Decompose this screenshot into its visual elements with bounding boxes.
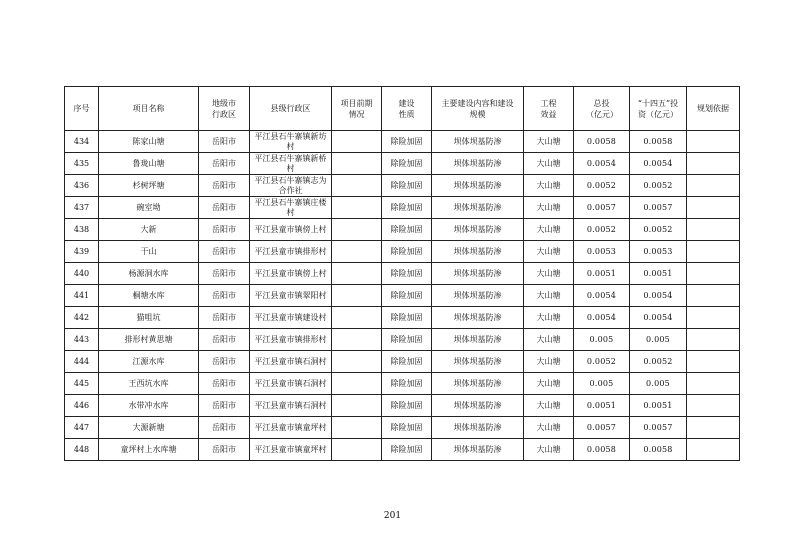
table-row	[65, 307, 740, 329]
table-row	[65, 417, 740, 439]
cell-nature: 除险加固	[382, 131, 432, 153]
cell-basis	[687, 329, 740, 351]
page-number: 201	[383, 511, 402, 521]
table-row	[65, 197, 740, 219]
cell-city: 岳阳市	[199, 219, 250, 241]
cell-project-name: 江源水库	[99, 351, 199, 373]
cell-nature: 除险加固	[382, 351, 432, 373]
cell-basis	[687, 197, 740, 219]
cell-city: 岳阳市	[199, 439, 250, 461]
cell-city: 岳阳市	[199, 131, 250, 153]
header-cell: 项目前期情况	[332, 87, 382, 131]
cell-content: 坝体坝基防渗	[432, 307, 524, 329]
cell-preliminary	[332, 285, 382, 307]
header-cell: 地级市行政区	[199, 87, 250, 131]
cell-project-name: 桐塘水库	[99, 285, 199, 307]
cell-project-name: 杨源洞水库	[99, 263, 199, 285]
header-cell: 县级行政区	[250, 87, 332, 131]
cell-total-investment: 0.0058	[574, 131, 630, 153]
cell-fyp-investment: 0.0051	[630, 395, 687, 417]
cell-total-investment: 0.005	[574, 329, 630, 351]
cell-county: 平江县石牛寨镇新桥村	[250, 153, 332, 175]
cell-total-investment: 0.0058	[574, 439, 630, 461]
table-row	[65, 241, 740, 263]
cell-county: 平江县童市镇童坪村	[250, 417, 332, 439]
cell-benefit: 大山塘	[524, 263, 574, 285]
table-row	[65, 131, 740, 153]
cell-nature: 除险加固	[382, 285, 432, 307]
cell-serial: 441	[65, 285, 99, 307]
cell-total-investment: 0.0057	[574, 197, 630, 219]
cell-city: 岳阳市	[199, 263, 250, 285]
cell-preliminary	[332, 417, 382, 439]
cell-total-investment: 0.0054	[574, 307, 630, 329]
cell-preliminary	[332, 241, 382, 263]
table-row	[65, 219, 740, 241]
cell-total-investment: 0.0052	[574, 175, 630, 197]
cell-serial: 446	[65, 395, 99, 417]
table-row	[65, 351, 740, 373]
cell-benefit: 大山塘	[524, 351, 574, 373]
cell-total-investment: 0.0054	[574, 153, 630, 175]
cell-county: 平江县童市镇童坪村	[250, 439, 332, 461]
cell-preliminary	[332, 263, 382, 285]
cell-content: 坝体坝基防渗	[432, 153, 524, 175]
table-row	[65, 153, 740, 175]
table-row	[65, 439, 740, 461]
cell-city: 岳阳市	[199, 197, 250, 219]
cell-nature: 除险加固	[382, 307, 432, 329]
cell-benefit: 大山塘	[524, 219, 574, 241]
header-cell: 序号	[65, 87, 99, 131]
cell-benefit: 大山塘	[524, 329, 574, 351]
cell-content: 坝体坝基防渗	[432, 439, 524, 461]
cell-fyp-investment: 0.0058	[630, 131, 687, 153]
cell-serial: 448	[65, 439, 99, 461]
cell-city: 岳阳市	[199, 417, 250, 439]
cell-serial: 438	[65, 219, 99, 241]
cell-city: 岳阳市	[199, 373, 250, 395]
cell-benefit: 大山塘	[524, 395, 574, 417]
cell-city: 岳阳市	[199, 307, 250, 329]
cell-basis	[687, 395, 740, 417]
cell-project-name: 王西坑水库	[99, 373, 199, 395]
cell-nature: 除险加固	[382, 329, 432, 351]
cell-city: 岳阳市	[199, 285, 250, 307]
cell-fyp-investment: 0.0054	[630, 285, 687, 307]
project-table	[64, 86, 740, 461]
cell-city: 岳阳市	[199, 241, 250, 263]
cell-nature: 除险加固	[382, 175, 432, 197]
table-header-row	[65, 87, 740, 131]
cell-content: 坝体坝基防渗	[432, 395, 524, 417]
cell-city: 岳阳市	[199, 153, 250, 175]
cell-fyp-investment: 0.0051	[630, 263, 687, 285]
cell-benefit: 大山塘	[524, 307, 574, 329]
cell-county: 平江县童市镇建设村	[250, 307, 332, 329]
header-cell: 工程效益	[524, 87, 574, 131]
cell-preliminary	[332, 153, 382, 175]
cell-nature: 除险加固	[382, 417, 432, 439]
cell-basis	[687, 153, 740, 175]
header-cell: 总投（亿元）	[574, 87, 630, 131]
cell-basis	[687, 307, 740, 329]
cell-serial: 443	[65, 329, 99, 351]
cell-fyp-investment: 0.0052	[630, 219, 687, 241]
cell-nature: 除险加固	[382, 241, 432, 263]
cell-content: 坝体坝基防渗	[432, 351, 524, 373]
cell-serial: 435	[65, 153, 99, 175]
cell-total-investment: 0.0054	[574, 285, 630, 307]
cell-project-name: 水带冲水库	[99, 395, 199, 417]
cell-project-name: 杉树坪塘	[99, 175, 199, 197]
cell-city: 岳阳市	[199, 175, 250, 197]
cell-project-name: 陈家山塘	[99, 131, 199, 153]
cell-content: 坝体坝基防渗	[432, 241, 524, 263]
cell-basis	[687, 175, 740, 197]
cell-total-investment: 0.005	[574, 373, 630, 395]
cell-basis	[687, 373, 740, 395]
table-row	[65, 285, 740, 307]
table-body	[65, 131, 740, 461]
cell-content: 坝体坝基防渗	[432, 263, 524, 285]
header-cell: 主要建设内容和建设规模	[432, 87, 524, 131]
cell-county: 平江县童市镇石洞村	[250, 395, 332, 417]
cell-fyp-investment: 0.0053	[630, 241, 687, 263]
header-cell: 项目名称	[99, 87, 199, 131]
cell-basis	[687, 285, 740, 307]
cell-serial: 434	[65, 131, 99, 153]
cell-benefit: 大山塘	[524, 373, 574, 395]
cell-serial: 436	[65, 175, 99, 197]
cell-preliminary	[332, 395, 382, 417]
cell-fyp-investment: 0.005	[630, 373, 687, 395]
cell-serial: 439	[65, 241, 99, 263]
cell-project-name: 干山	[99, 241, 199, 263]
cell-county: 平江县童市镇翠阳村	[250, 285, 332, 307]
cell-city: 岳阳市	[199, 351, 250, 373]
cell-benefit: 大山塘	[524, 175, 574, 197]
cell-preliminary	[332, 197, 382, 219]
cell-fyp-investment: 0.0052	[630, 351, 687, 373]
cell-county: 平江县石牛寨镇志为合作社	[250, 175, 332, 197]
cell-county: 平江县童市镇傍上村	[250, 219, 332, 241]
header-cell: 规划依据	[687, 87, 740, 131]
cell-project-name: 排形村黄思塘	[99, 329, 199, 351]
cell-benefit: 大山塘	[524, 285, 574, 307]
cell-fyp-investment: 0.0054	[630, 153, 687, 175]
cell-fyp-investment: 0.0057	[630, 417, 687, 439]
cell-serial: 440	[65, 263, 99, 285]
cell-nature: 除险加固	[382, 439, 432, 461]
cell-county: 平江县童市镇排形村	[250, 241, 332, 263]
cell-project-name: 猫咀坑	[99, 307, 199, 329]
cell-county: 平江县石牛寨镇新坊村	[250, 131, 332, 153]
cell-benefit: 大山塘	[524, 153, 574, 175]
cell-basis	[687, 351, 740, 373]
cell-total-investment: 0.0051	[574, 395, 630, 417]
table-row	[65, 395, 740, 417]
cell-project-name: 鲁珑山塘	[99, 153, 199, 175]
cell-county: 平江县石牛寨镇庄楼村	[250, 197, 332, 219]
cell-nature: 除险加固	[382, 373, 432, 395]
cell-county: 平江县童市镇排形村	[250, 329, 332, 351]
cell-content: 坝体坝基防渗	[432, 373, 524, 395]
cell-nature: 除险加固	[382, 395, 432, 417]
cell-benefit: 大山塘	[524, 439, 574, 461]
cell-basis	[687, 219, 740, 241]
cell-content: 坝体坝基防渗	[432, 219, 524, 241]
cell-content: 坝体坝基防渗	[432, 175, 524, 197]
cell-fyp-investment: 0.005	[630, 329, 687, 351]
cell-project-name: 童坪村上水库塘	[99, 439, 199, 461]
cell-preliminary	[332, 351, 382, 373]
cell-fyp-investment: 0.0058	[630, 439, 687, 461]
cell-content: 坝体坝基防渗	[432, 329, 524, 351]
cell-serial: 447	[65, 417, 99, 439]
cell-nature: 除险加固	[382, 197, 432, 219]
cell-total-investment: 0.0051	[574, 263, 630, 285]
cell-project-name: 碗室坳	[99, 197, 199, 219]
table-row	[65, 329, 740, 351]
cell-content: 坝体坝基防渗	[432, 197, 524, 219]
cell-total-investment: 0.0053	[574, 241, 630, 263]
cell-county: 平江县童市镇石洞村	[250, 373, 332, 395]
cell-content: 坝体坝基防渗	[432, 131, 524, 153]
cell-city: 岳阳市	[199, 329, 250, 351]
table-row	[65, 175, 740, 197]
cell-preliminary	[332, 329, 382, 351]
cell-fyp-investment: 0.0054	[630, 307, 687, 329]
cell-county: 平江县童市镇傍上村	[250, 263, 332, 285]
cell-project-name: 大新	[99, 219, 199, 241]
header-cell: “十四五”投资（亿元）	[630, 87, 687, 131]
cell-basis	[687, 241, 740, 263]
cell-fyp-investment: 0.0057	[630, 197, 687, 219]
cell-serial: 442	[65, 307, 99, 329]
cell-serial: 445	[65, 373, 99, 395]
cell-benefit: 大山塘	[524, 131, 574, 153]
table-row	[65, 373, 740, 395]
table-row	[65, 263, 740, 285]
cell-nature: 除险加固	[382, 153, 432, 175]
cell-preliminary	[332, 439, 382, 461]
cell-serial: 437	[65, 197, 99, 219]
cell-basis	[687, 417, 740, 439]
cell-serial: 444	[65, 351, 99, 373]
cell-basis	[687, 439, 740, 461]
cell-total-investment: 0.0052	[574, 219, 630, 241]
cell-total-investment: 0.0057	[574, 417, 630, 439]
cell-preliminary	[332, 219, 382, 241]
header-cell: 建设性质	[382, 87, 432, 131]
cell-basis	[687, 263, 740, 285]
cell-benefit: 大山塘	[524, 241, 574, 263]
cell-city: 岳阳市	[199, 395, 250, 417]
cell-preliminary	[332, 175, 382, 197]
cell-fyp-investment: 0.0052	[630, 175, 687, 197]
cell-basis	[687, 131, 740, 153]
cell-project-name: 大源新塘	[99, 417, 199, 439]
cell-nature: 除险加固	[382, 263, 432, 285]
cell-total-investment: 0.0052	[574, 351, 630, 373]
cell-preliminary	[332, 307, 382, 329]
cell-preliminary	[332, 131, 382, 153]
cell-content: 坝体坝基防渗	[432, 417, 524, 439]
cell-preliminary	[332, 373, 382, 395]
cell-content: 坝体坝基防渗	[432, 285, 524, 307]
cell-benefit: 大山塘	[524, 417, 574, 439]
cell-nature: 除险加固	[382, 219, 432, 241]
cell-benefit: 大山塘	[524, 197, 574, 219]
cell-county: 平江县童市镇石洞村	[250, 351, 332, 373]
